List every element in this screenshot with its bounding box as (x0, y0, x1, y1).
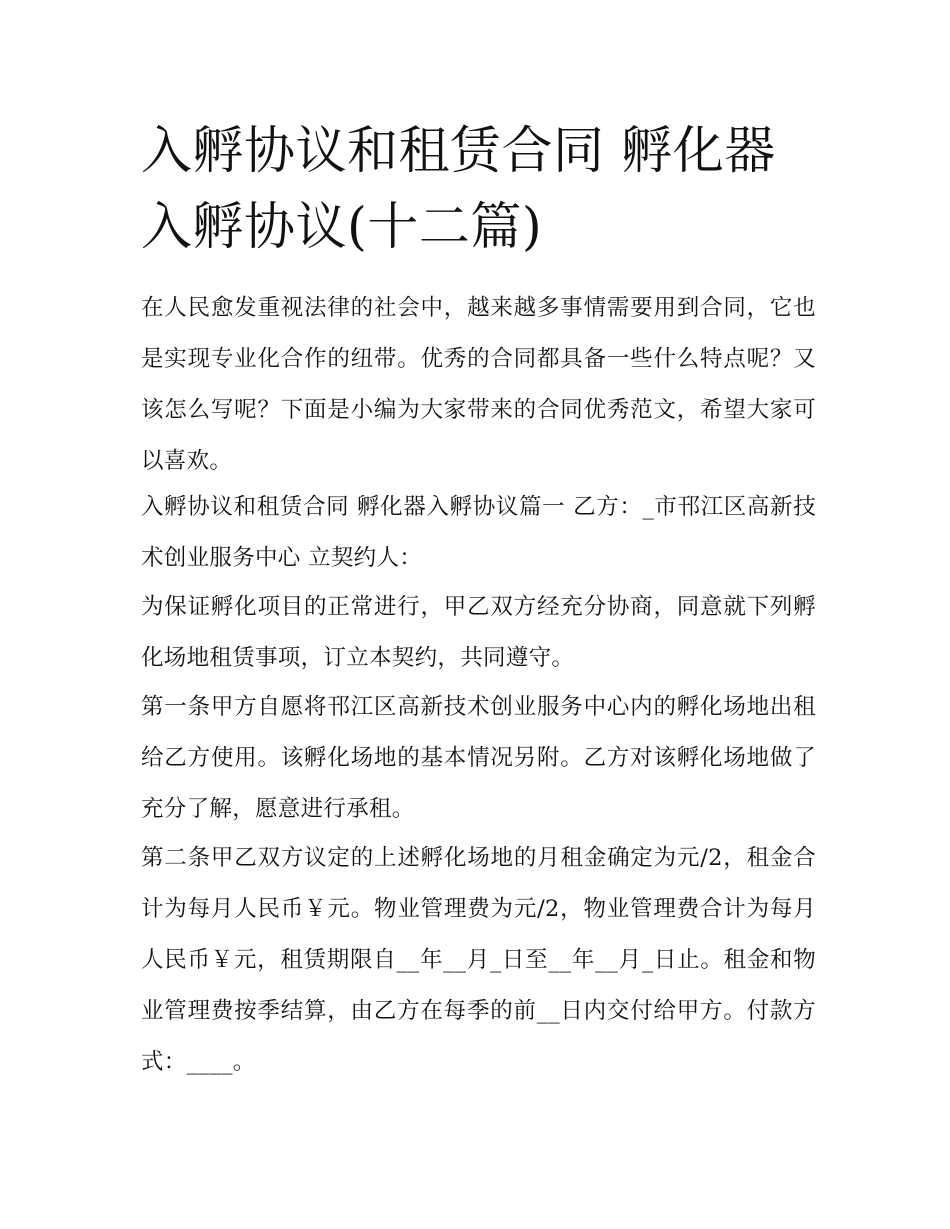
document-title: 入孵协议和租赁合同 孵化器入孵协议(十二篇) (141, 122, 776, 257)
paragraph-article-2: 第二条甲乙双方议定的上述孵化场地的月租金确定为元/2，租金合计为每月人民币￥元。物业管理费为元/2，物业管理费合计为每月人民币￥元，租赁期限自__年__月_日至__年__月_日止。租金和物业管理费按季结算，由乙方在每季的前__日内交付给甲方。付款方式：____。 (141, 845, 816, 1075)
paragraph-intro: 在人民愈发重视法律的社会中，越来越多事情需要用到合同，它也是实现专业化合作的纽带。优秀的合同都具备一些什么特点呢？又该怎么写呢？下面是小编为大家带来的合同优秀范文，希望大家可以喜欢。 (141, 295, 816, 474)
paragraph-contract-header: 入孵协议和租赁合同 孵化器入孵协议篇一 乙方：_市邗江区高新技术创业服务中心 立契约人： (141, 494, 816, 571)
paragraph-article-1: 第一条甲方自愿将邗江区高新技术创业服务中心内的孵化场地出租给乙方使用。该孵化场地的基本情况另附。乙方对该孵化场地做了充分了解，愿意进行承租。 (141, 694, 816, 822)
paragraph-purpose: 为保证孵化项目的正常进行，甲乙双方经充分协商，同意就下列孵化场地租赁事项，订立本契约，共同遵守。 (141, 594, 816, 671)
